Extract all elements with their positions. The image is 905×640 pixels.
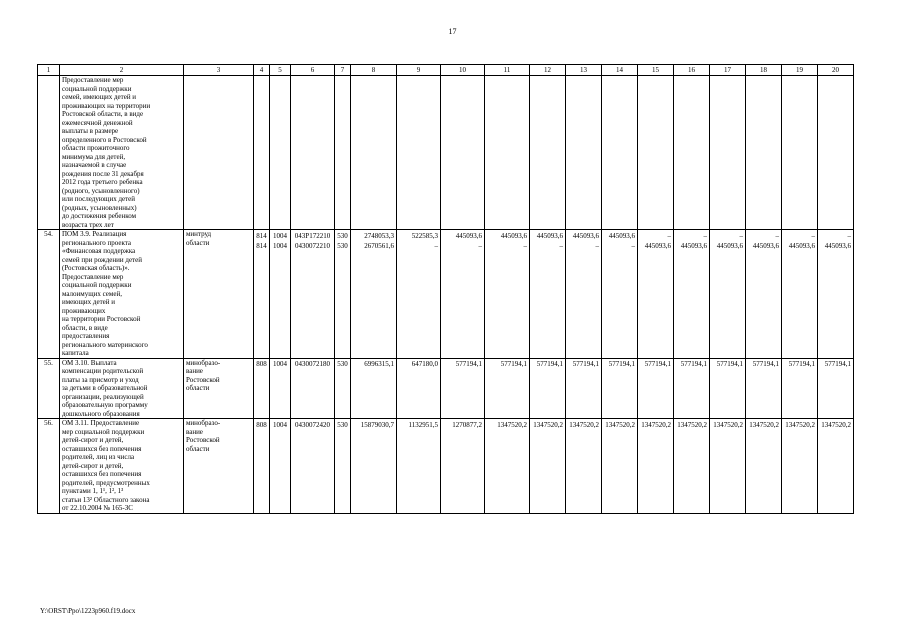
grbs-code xyxy=(254,419,270,514)
text-line: до достижения ребенком xyxy=(62,212,137,220)
year-amount xyxy=(441,230,485,359)
year-amount xyxy=(530,419,566,514)
text-line: 2012 года третьего ребенка xyxy=(62,178,143,186)
text-line: семей, имеющих детей и xyxy=(62,93,137,101)
year-amount xyxy=(638,419,674,514)
section-code xyxy=(270,358,291,419)
table-row xyxy=(38,230,854,359)
cell-value: 1004 xyxy=(273,241,287,250)
year-amount xyxy=(397,419,441,514)
cell-value: 6996315,1 xyxy=(364,360,394,368)
text-line: дошкольного образования xyxy=(62,409,140,418)
cell-value: – xyxy=(631,241,635,250)
year-amount xyxy=(782,419,818,514)
row-number: 55. xyxy=(38,358,60,419)
footer-file-path: Y:\ORST\Ppo\1223p960.f19.docx xyxy=(40,607,136,615)
cell-value: – xyxy=(739,231,743,240)
text-line: образовательную программу xyxy=(62,401,148,409)
cell-value: 530 xyxy=(337,241,348,250)
cell-value: 15879030,7 xyxy=(360,420,394,429)
cell-value: 577194,1 xyxy=(608,360,635,368)
column-number: 10 xyxy=(441,65,485,76)
row-number: 54. xyxy=(38,230,60,359)
column-number: 16 xyxy=(674,65,710,76)
column-number: 6 xyxy=(291,65,335,76)
text-line: вание xyxy=(186,427,203,436)
cell-value: 577194,1 xyxy=(500,360,527,368)
cell-value: 577194,1 xyxy=(536,360,563,368)
table-row xyxy=(38,358,854,419)
text-line: рождения после 31 декабря xyxy=(62,169,144,178)
year-amount xyxy=(566,358,602,419)
column-number: 1 xyxy=(38,65,60,76)
cell-value: 1347520,2 xyxy=(713,420,743,429)
total-amount xyxy=(351,358,397,419)
target-article xyxy=(291,358,335,419)
year-amount xyxy=(602,358,638,419)
expense-type xyxy=(335,358,351,419)
cell-value: 808 xyxy=(256,360,267,368)
target-article xyxy=(291,419,335,514)
cell-value: 814 xyxy=(256,241,267,250)
section-code xyxy=(270,419,291,514)
grbs-code xyxy=(254,358,270,419)
year-amount xyxy=(530,358,566,419)
text-line: социальной поддержки xyxy=(62,281,132,289)
text-line: Предоставление мер xyxy=(62,272,124,281)
cell-value: 445093,6 xyxy=(455,231,482,240)
text-line: детей-сирот и детей, xyxy=(62,461,124,470)
expense-type xyxy=(335,230,351,359)
text-line: (родных, усыновленных) xyxy=(62,203,137,212)
cell-value: 0430072420 xyxy=(295,420,330,429)
column-number: 8 xyxy=(351,65,397,76)
text-line: области xyxy=(186,444,210,453)
cell-value: – xyxy=(775,231,779,240)
cell-value: 1347520,2 xyxy=(497,420,527,429)
text-line: Ростовской xyxy=(186,436,220,444)
cell-value: 0430072180 xyxy=(295,360,330,368)
cell-value: 445093,6 xyxy=(752,241,779,250)
text-line: минтруд xyxy=(186,230,212,238)
text-line: ПОМ 3.9. Реализация xyxy=(62,230,127,238)
cell-value: 1004 xyxy=(273,360,287,368)
year-amount xyxy=(566,230,602,359)
text-line: Ростовской xyxy=(186,375,220,384)
text-line: вание xyxy=(186,367,203,375)
cell-value: 445093,6 xyxy=(536,231,563,240)
cell-value: – xyxy=(847,231,851,240)
year-amount xyxy=(674,358,710,419)
year-amount xyxy=(530,230,566,359)
text-line: (Ростовская область)». xyxy=(62,264,130,272)
year-amount xyxy=(710,419,746,514)
row-number: 56. xyxy=(38,419,60,514)
text-line: области, в виде xyxy=(62,323,108,332)
column-number: 19 xyxy=(782,65,818,76)
text-line: предоставления xyxy=(62,332,110,340)
column-number: 9 xyxy=(397,65,441,76)
header-row xyxy=(38,65,854,76)
text-line: области прожиточного xyxy=(62,144,130,152)
year-amount xyxy=(397,230,441,359)
event-name xyxy=(60,358,184,419)
cell-value: 1004 xyxy=(273,231,287,240)
cell-value: 577194,1 xyxy=(824,360,851,368)
year-amount xyxy=(818,358,854,419)
text-line: капитала xyxy=(62,349,89,357)
text-line: ежемесячной денежной xyxy=(62,118,133,127)
cell-value: 577194,1 xyxy=(455,360,482,368)
cell-value: 1347520,2 xyxy=(605,420,635,429)
cell-value: 445093,6 xyxy=(824,241,851,250)
text-line: малоимущих семей, xyxy=(62,289,122,298)
year-amount xyxy=(782,358,818,419)
text-line: минобразо- xyxy=(186,358,221,367)
event-name xyxy=(60,230,184,359)
cell-value: 522585,3 xyxy=(411,231,438,240)
cell-value: – xyxy=(595,241,599,250)
text-line: или последующих детей xyxy=(62,195,136,203)
cell-value: 808 xyxy=(256,420,267,429)
text-line: Предоставление мер xyxy=(62,76,124,84)
cell-value: 445093,6 xyxy=(716,241,743,250)
column-number: 7 xyxy=(335,65,351,76)
text-line: оставшихся без попечения xyxy=(62,470,142,478)
column-number: 14 xyxy=(602,65,638,76)
column-number: 12 xyxy=(530,65,566,76)
text-line: Ростовской области, в виде xyxy=(62,110,144,118)
executor xyxy=(184,419,254,514)
text-line: области xyxy=(186,384,210,392)
cell-value: – xyxy=(667,231,671,240)
event-name xyxy=(60,419,184,514)
text-line: от 22.10.2004 № 165-ЗС xyxy=(62,504,133,512)
column-number: 3 xyxy=(184,65,254,76)
text-line: регионального проекта xyxy=(62,238,132,247)
year-amount xyxy=(602,419,638,514)
text-line: определенного в Ростовской xyxy=(62,135,147,144)
text-line: оставшихся без попечения xyxy=(62,444,142,453)
text-line: мер социальной поддержки xyxy=(62,427,145,436)
column-number: 2 xyxy=(60,65,184,76)
text-line: родителей, лиц из числа xyxy=(62,453,135,461)
cell-value: 577194,1 xyxy=(716,360,743,368)
text-line: компенсации родительской xyxy=(62,367,144,375)
expense-type xyxy=(335,419,351,514)
text-line: области xyxy=(186,238,210,247)
year-amount xyxy=(485,358,530,419)
year-amount xyxy=(602,230,638,359)
cell-value: 577194,1 xyxy=(788,360,815,368)
cell-value: 530 xyxy=(337,360,348,368)
year-amount xyxy=(674,419,710,514)
year-amount xyxy=(710,358,746,419)
cell-value: 445093,6 xyxy=(500,231,527,240)
cell-value: 577194,1 xyxy=(572,360,599,368)
text-line: организации, реализующей xyxy=(62,392,144,401)
cell-value: 647180,0 xyxy=(411,360,438,368)
text-line: проживающих xyxy=(62,306,106,315)
column-number: 11 xyxy=(485,65,530,76)
text-line: ОМ 3.11. Предоставление xyxy=(62,419,140,427)
cell-value: 1347520,2 xyxy=(533,420,563,429)
column-number: 15 xyxy=(638,65,674,76)
text-line: статьи 13² Областного закона xyxy=(62,495,150,504)
text-line: за детьми в образовательной xyxy=(62,384,148,392)
text-line: «Финансовая поддержка xyxy=(62,247,136,255)
target-article xyxy=(291,230,335,359)
cell-value: 2748053,3 xyxy=(364,231,394,240)
text-line: родителей, предусмотренных xyxy=(62,478,150,487)
year-amount xyxy=(710,230,746,359)
year-amount xyxy=(782,230,818,359)
year-amount xyxy=(818,230,854,359)
text-line: социальной поддержки xyxy=(62,84,132,93)
text-line: пунктами 1, 1¹, 1², 1³ xyxy=(62,487,124,495)
cell-value: – xyxy=(434,241,438,250)
year-amount xyxy=(485,230,530,359)
year-amount xyxy=(485,419,530,514)
year-amount xyxy=(746,419,782,514)
table-row xyxy=(38,419,854,514)
column-number: 13 xyxy=(566,65,602,76)
cell-value: 1347520,2 xyxy=(569,420,599,429)
section-code xyxy=(270,230,291,359)
text-line: ОМ 3.10. Выплата xyxy=(62,358,117,367)
text-line: платы за присмотр и уход xyxy=(62,375,139,384)
program-table xyxy=(37,64,854,514)
column-number: 17 xyxy=(710,65,746,76)
year-amount xyxy=(638,358,674,419)
total-amount xyxy=(351,230,397,359)
cell-value: 445093,6 xyxy=(680,241,707,250)
cell-value: 445093,6 xyxy=(572,231,599,240)
cell-value: 1347520,2 xyxy=(785,420,815,429)
column-number: 4 xyxy=(254,65,270,76)
cell-value: 1347520,2 xyxy=(749,420,779,429)
text-line: выплаты в размере xyxy=(62,127,119,135)
table-row xyxy=(38,76,854,230)
year-amount xyxy=(818,419,854,514)
text-line: минобразо- xyxy=(186,419,221,427)
cell-value: 577194,1 xyxy=(644,360,671,368)
cell-value: 0430072210 xyxy=(295,241,330,250)
cell-value: 1347520,2 xyxy=(677,420,707,429)
cell-value: – xyxy=(811,231,815,240)
executor xyxy=(184,358,254,419)
column-number: 20 xyxy=(818,65,854,76)
cell-value: 2670561,6 xyxy=(364,241,394,250)
year-amount xyxy=(638,230,674,359)
cell-value: 1347520,2 xyxy=(821,420,851,429)
text-line: проживающих на территории xyxy=(62,101,151,110)
year-amount xyxy=(397,358,441,419)
event-name xyxy=(60,76,184,230)
cell-value: 1270877,2 xyxy=(452,420,482,429)
cell-value: 577194,1 xyxy=(752,360,779,368)
total-amount xyxy=(351,419,397,514)
cell-value: – xyxy=(478,241,482,250)
text-line: (родного, усыновленного) xyxy=(62,186,140,195)
text-line: имеющих детей и xyxy=(62,298,115,306)
cell-value: 1132951,5 xyxy=(408,420,438,429)
cell-value: – xyxy=(559,241,563,250)
cell-value: 530 xyxy=(337,420,348,429)
year-amount xyxy=(746,358,782,419)
column-number: 18 xyxy=(746,65,782,76)
cell-value: 1004 xyxy=(273,420,287,429)
cell-value: 043P172210 xyxy=(294,231,331,240)
grbs-code xyxy=(254,230,270,359)
executor xyxy=(184,230,254,359)
text-line: назначаемой в случае xyxy=(62,161,127,169)
cell-value: 577194,1 xyxy=(680,360,707,368)
cell-value: 445093,6 xyxy=(788,241,815,250)
text-line: семей при рождении детей xyxy=(62,255,142,264)
year-amount xyxy=(441,358,485,419)
cell-value: 1347520,2 xyxy=(641,420,671,429)
cell-value: 445093,6 xyxy=(608,231,635,240)
text-line: регионального материнского xyxy=(62,340,148,349)
year-amount xyxy=(746,230,782,359)
year-amount xyxy=(566,419,602,514)
cell-value: 530 xyxy=(337,231,348,240)
page-number: 17 xyxy=(448,27,457,36)
text-line: на территории Ростовской xyxy=(62,315,141,323)
text-line: возраста трех лет xyxy=(62,220,114,229)
column-number: 5 xyxy=(270,65,291,76)
text-line: детей-сирот и детей, xyxy=(62,436,124,444)
year-amount xyxy=(441,419,485,514)
cell-value: – xyxy=(703,231,707,240)
cell-value: – xyxy=(523,241,527,250)
cell-value: 814 xyxy=(256,231,267,240)
text-line: минимума для детей, xyxy=(62,152,126,161)
cell-value: 445093,6 xyxy=(644,241,671,250)
year-amount xyxy=(674,230,710,359)
